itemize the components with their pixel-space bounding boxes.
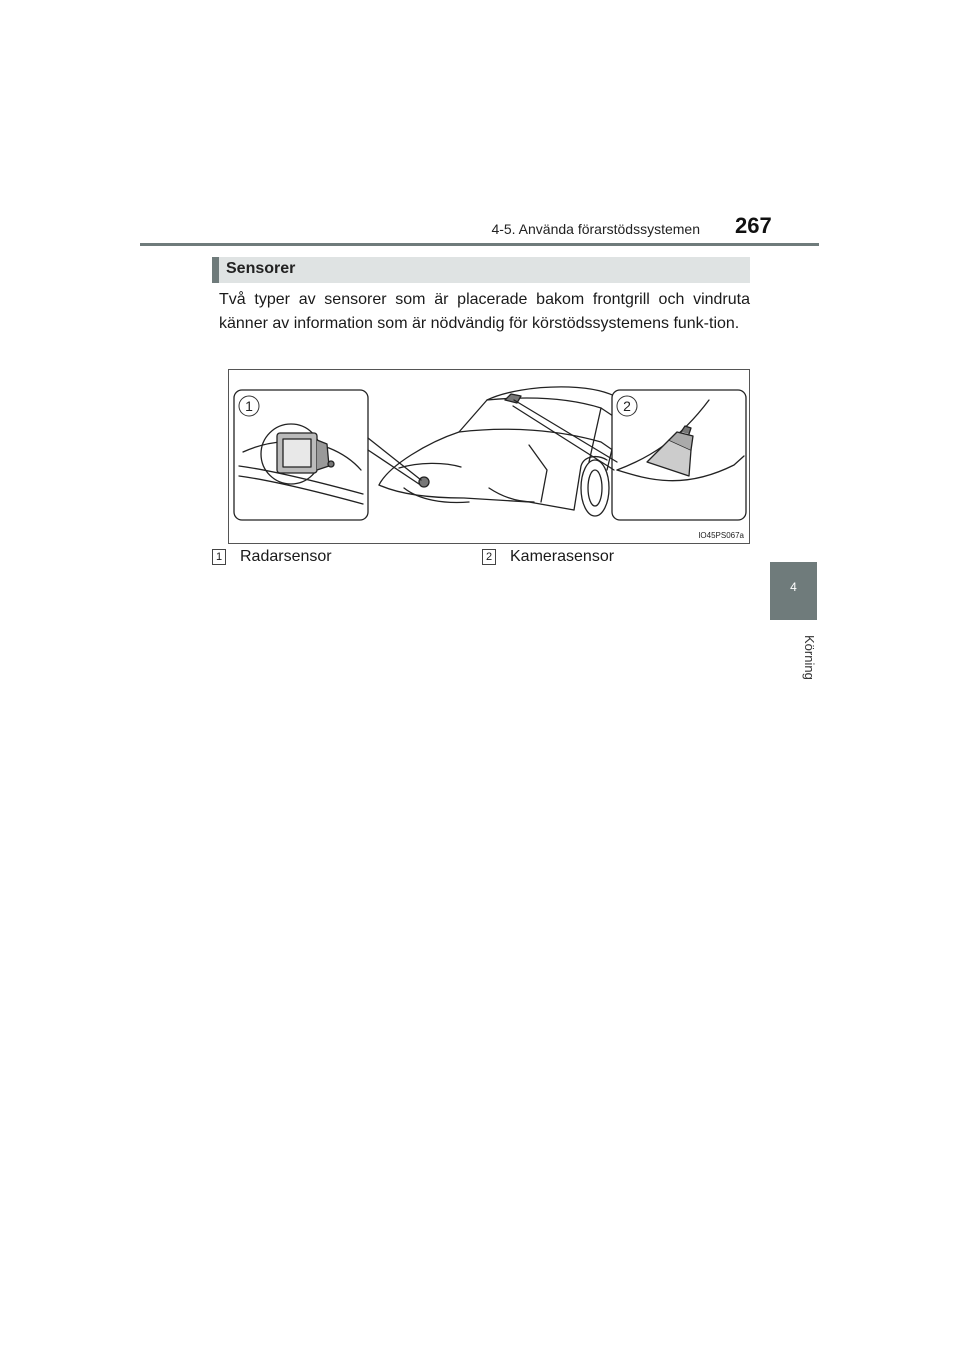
running-header-section: 4-5. Använda förarstödssystemen [491,221,700,237]
caption-label-1: Radarsensor [240,548,332,565]
sensor-figure [228,369,750,544]
figure-code: IO45PS067a [698,531,744,540]
caption-radar [212,548,332,566]
callout-number-2: 2 [623,398,631,414]
chapter-title: Körning [802,634,817,680]
caption-number-2: 2 [482,549,496,565]
section-title: Sensorer [226,260,296,277]
callout-number-1: 1 [245,398,253,414]
section-heading [212,257,750,283]
caption-camera [482,548,614,566]
chapter-tab [770,562,817,620]
header-rule [140,243,819,246]
caption-number-1: 1 [212,549,226,565]
caption-label-2: Kamerasensor [510,548,615,565]
page-number: 267 [735,213,772,238]
car-sensor-illustration [229,370,750,544]
section-body: Två typer av sensorer som är placerade bakom frontgrill och vindruta känner av information som är nödvändig för körstödssystemens funk-tion. [219,291,750,332]
chapter-number: 4 [790,580,797,594]
section-heading-bar [212,257,219,283]
